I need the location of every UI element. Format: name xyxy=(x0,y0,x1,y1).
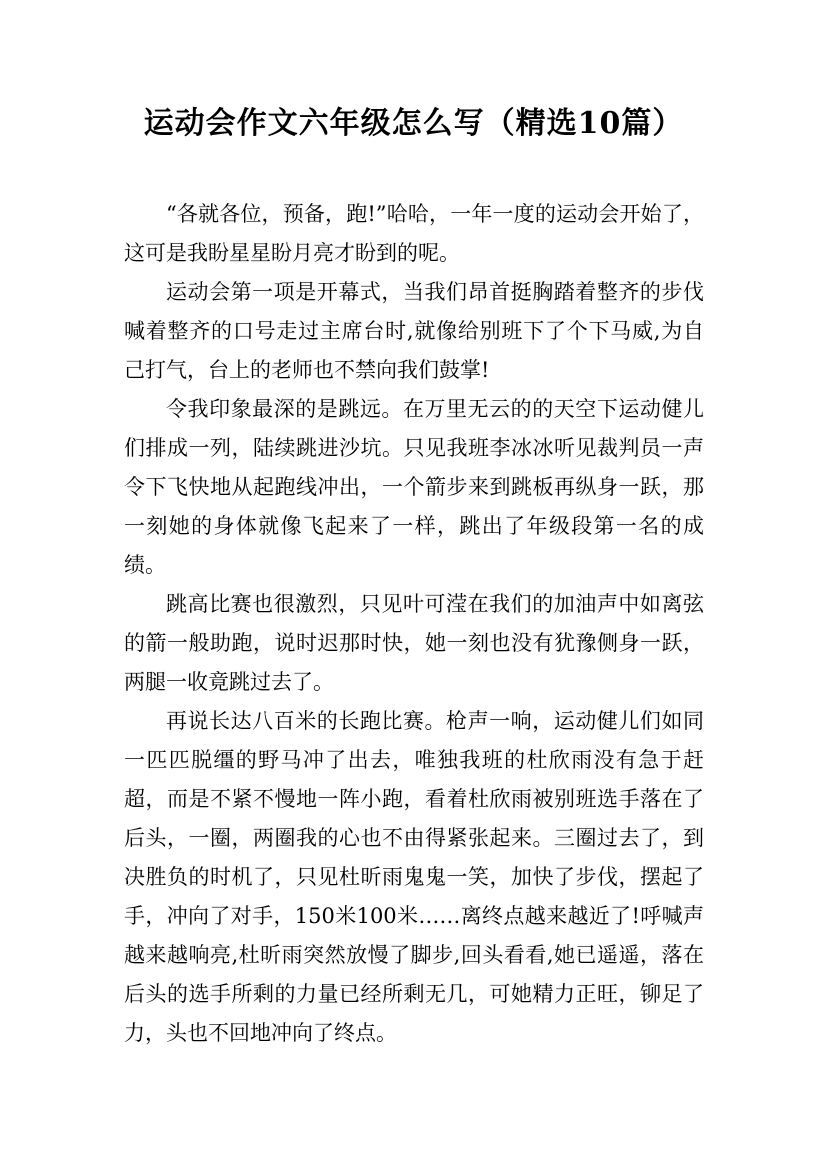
paragraph-5: 再说长达八百米的长跑比赛。枪声一响，运动健儿们如同一匹匹脱缰的野马冲了出去，唯独我班的杜欣雨没有急于赶超，而是不紧不慢地一阵小跑，看着杜欣雨被别班选手落在了后头，一圈，两圈我的心也不由得紧张起来。三圈过去了，到决胜负的时机了，只见杜昕雨鬼鬼一笑，加快了步伐，摆起了手，冲向了对手，150米100米……离终点越来越近了!呼喊声越来越响亮,杜昕雨突然放慢了脚步,回头看看,她已遥遥，落在后头的选手所剩的力量已经所剩无几，可她精力正旺，铆足了力，头也不回地冲向了终点。 xyxy=(124,709,704,1045)
document-title: 运动会作文六年级怎么写（精选10篇） xyxy=(143,106,684,141)
paragraph-4: 跳高比赛也很激烈，只见叶可滢在我们的加油声中如离弦的箭一般助跑，说时迟那时快，她一刻也没有犹豫侧身一跃，两腿一收竟跳过去了。 xyxy=(124,592,704,694)
document-body xyxy=(124,195,704,1053)
paragraph-3: 令我印象最深的是跳远。在万里无云的的天空下运动健儿们排成一列，陆续跳进沙坑。只见我班李冰冰听见裁判员一声令下飞快地从起跑线冲出，一个箭步来到跳板再纵身一跃，那一刻她的身体就像飞起来了一样，跳出了年级段第一名的成绩。 xyxy=(124,397,704,577)
paragraph-2: 运动会第一项是开幕式，当我们昂首挺胸踏着整齐的步伐喊着整齐的口号走过主席台时,就像给别班下了个下马威,为自己打气，台上的老师也不禁向我们鼓掌! xyxy=(124,280,704,382)
paragraph-1: “各就各位，预备，跑!”哈哈，一年一度的运动会开始了，这可是我盼星星盼月亮才盼到的呢。 xyxy=(124,202,704,265)
